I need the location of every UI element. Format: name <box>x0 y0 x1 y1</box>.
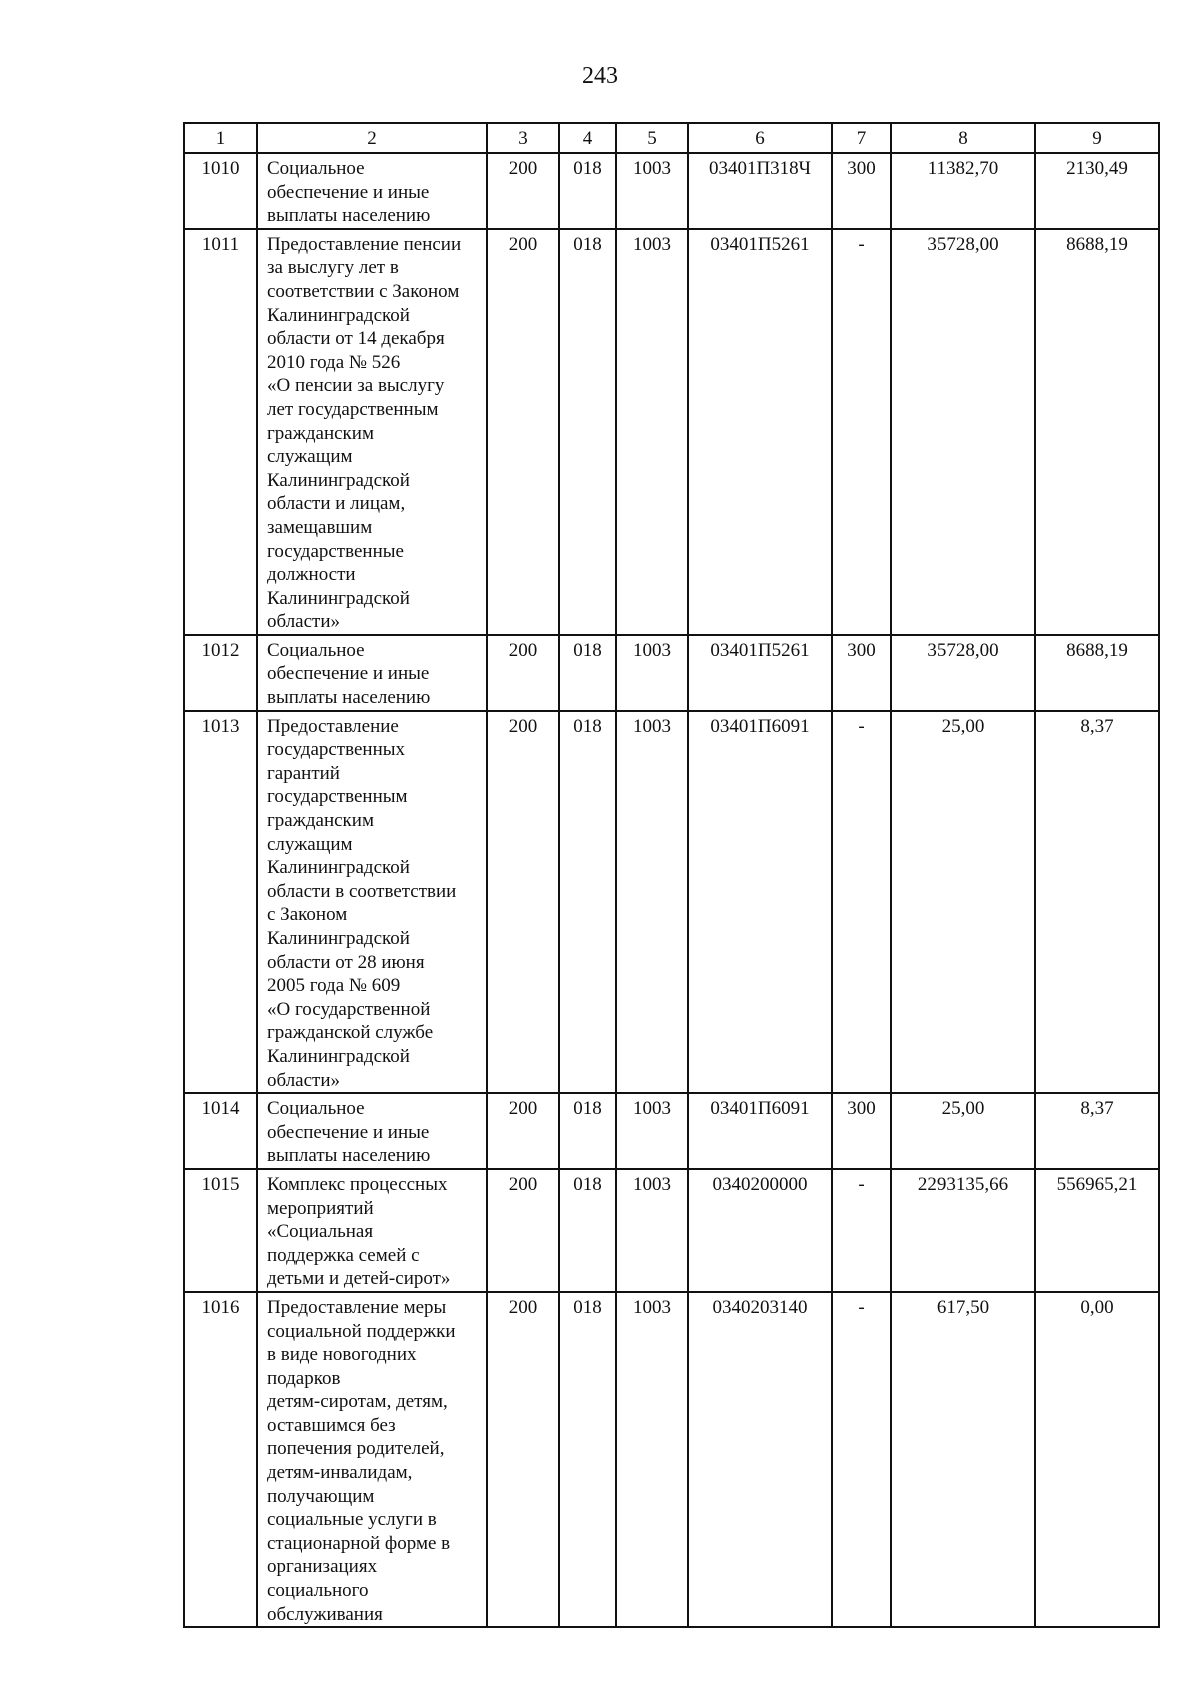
column-3-cell: 200 <box>487 229 559 635</box>
description-line: Предоставление пенсии <box>267 233 462 255</box>
page-number: 243 <box>582 63 618 89</box>
column-header: 3 <box>487 123 559 153</box>
description-line: обеспечение и иные <box>267 663 430 685</box>
description-line: области от 28 июня <box>267 951 425 973</box>
description-line: гражданской службе <box>267 1022 434 1044</box>
row-number-cell: 1013 <box>184 711 257 1094</box>
column-4-cell: 018 <box>559 1292 616 1627</box>
column-3-cell: 200 <box>487 711 559 1094</box>
executed-amount-cell: 8,37 <box>1035 1093 1159 1169</box>
target-article-cell: 0340203140 <box>688 1292 832 1627</box>
row-number-cell: 1012 <box>184 635 257 711</box>
description-line: Калининградской <box>267 1045 410 1067</box>
amount-cell: 25,00 <box>891 711 1035 1094</box>
description-line: организациях <box>267 1556 378 1578</box>
executed-amount-cell: 8688,19 <box>1035 229 1159 635</box>
column-3-cell: 200 <box>487 1093 559 1169</box>
table-row <box>184 1292 1159 1627</box>
description-cell <box>257 711 487 1094</box>
description-line: стационарной форме в <box>267 1532 451 1554</box>
description-line: области» <box>267 611 341 633</box>
column-5-cell: 1003 <box>616 711 688 1094</box>
column-5-cell: 1003 <box>616 1169 688 1292</box>
description-cell <box>257 1169 487 1292</box>
target-article-cell: 03401П6091 <box>688 1093 832 1169</box>
description-cell <box>257 1093 487 1169</box>
executed-amount-cell: 0,00 <box>1035 1292 1159 1627</box>
description-line: области в соответствии <box>267 880 457 902</box>
description-line: служащим <box>267 833 353 855</box>
expense-type-cell: 300 <box>832 635 891 711</box>
amount-cell: 2293135,66 <box>891 1169 1035 1292</box>
column-header: 2 <box>257 123 487 153</box>
description-line: «О пенсии за выслугу <box>267 375 445 397</box>
description-line: 2005 года № 609 <box>267 975 401 997</box>
description-line: Калининградской <box>267 469 410 491</box>
amount-cell: 25,00 <box>891 1093 1035 1169</box>
description-line: государственные <box>267 540 404 562</box>
table-row <box>184 1169 1159 1292</box>
row-number-cell: 1016 <box>184 1292 257 1627</box>
description-line: детям-инвалидам, <box>267 1462 413 1484</box>
amount-cell: 35728,00 <box>891 635 1035 711</box>
description-line: «Социальная <box>267 1221 374 1243</box>
column-5-cell: 1003 <box>616 153 688 229</box>
description-cell <box>257 1292 487 1627</box>
description-cell <box>257 229 487 635</box>
amount-cell: 35728,00 <box>891 229 1035 635</box>
description-line: Калининградской <box>267 928 410 949</box>
target-article-cell: 03401П5261 <box>688 229 832 635</box>
row-number-cell: 1014 <box>184 1093 257 1169</box>
column-5-cell: 1003 <box>616 229 688 635</box>
column-4-cell: 018 <box>559 711 616 1094</box>
description-line: служащим <box>267 446 353 468</box>
executed-amount-cell: 8688,19 <box>1035 635 1159 711</box>
description-cell <box>257 635 487 711</box>
description-line: выплаты населению <box>267 1145 431 1167</box>
table-row <box>184 635 1159 711</box>
description-line: выплаты населению <box>267 205 431 227</box>
description-line: обеспечение и иные <box>267 181 430 203</box>
description-line: гражданским <box>267 810 374 832</box>
target-article-cell: 03401П6091 <box>688 711 832 1094</box>
amount-cell: 617,50 <box>891 1292 1035 1627</box>
amount-cell: 11382,70 <box>891 153 1035 229</box>
executed-amount-cell: 8,37 <box>1035 711 1159 1094</box>
column-header: 4 <box>559 123 616 153</box>
description-line: Калининградской <box>267 857 410 879</box>
column-header: 5 <box>616 123 688 153</box>
row-number-cell: 1015 <box>184 1169 257 1292</box>
column-3-cell: 200 <box>487 635 559 711</box>
description-line: должности <box>267 564 356 586</box>
executed-amount-cell: 2130,49 <box>1035 153 1159 229</box>
column-5-cell: 1003 <box>616 635 688 711</box>
description-line: гражданским <box>267 422 374 444</box>
header-row <box>184 123 1159 153</box>
table-header <box>184 123 1159 153</box>
description-line: государственных <box>267 739 406 761</box>
target-article-cell: 0340200000 <box>688 1169 832 1292</box>
description-line: Калининградской <box>267 587 410 609</box>
table-row <box>184 153 1159 229</box>
table-body <box>184 153 1159 1627</box>
row-number-cell: 1010 <box>184 153 257 229</box>
column-4-cell: 018 <box>559 153 616 229</box>
column-4-cell: 018 <box>559 1169 616 1292</box>
description-line: Предоставление меры <box>267 1296 447 1318</box>
table-row <box>184 1093 1159 1169</box>
description-line: обслуживания <box>267 1603 383 1625</box>
description-cell <box>257 153 487 229</box>
description-line: Социальное <box>267 639 365 661</box>
description-line: оставшимся без <box>267 1414 396 1436</box>
description-line: Калининградской <box>267 304 410 326</box>
expense-type-cell: - <box>832 1292 891 1627</box>
column-5-cell: 1003 <box>616 1093 688 1169</box>
description-line: области» <box>267 1069 341 1091</box>
description-line: с Законом <box>267 904 348 926</box>
column-3-cell: 200 <box>487 1169 559 1292</box>
target-article-cell: 03401П5261 <box>688 635 832 711</box>
description-line: государственным <box>267 786 408 808</box>
description-line: Комплекс процессных <box>267 1173 448 1195</box>
expense-type-cell: - <box>832 229 891 635</box>
description-line: детям-сиротам, детям, <box>267 1391 448 1413</box>
column-header: 7 <box>832 123 891 153</box>
description-line: подарков <box>267 1367 341 1389</box>
description-line: «О государственной <box>267 998 431 1020</box>
description-line: попечения родителей, <box>267 1438 445 1460</box>
target-article-cell: 03401П318Ч <box>688 153 832 229</box>
description-line: детьми и детей-сирот» <box>267 1268 451 1290</box>
executed-amount-cell: 556965,21 <box>1035 1169 1159 1292</box>
expense-type-cell: 300 <box>832 153 891 229</box>
description-line: мероприятий <box>267 1197 374 1219</box>
column-header: 9 <box>1035 123 1159 153</box>
expense-type-cell: 300 <box>832 1093 891 1169</box>
expense-type-cell: - <box>832 711 891 1094</box>
description-line: области и лицам, <box>267 493 406 515</box>
description-line: получающим <box>267 1485 375 1507</box>
description-line: Социальное <box>267 1098 365 1120</box>
description-line: в виде новогодних <box>267 1344 417 1366</box>
description-line: гарантий <box>267 762 340 784</box>
column-4-cell: 018 <box>559 229 616 635</box>
description-line: выплаты населению <box>267 687 431 709</box>
column-4-cell: 018 <box>559 635 616 711</box>
description-line: Предоставление <box>267 715 399 737</box>
table-row <box>184 229 1159 635</box>
column-3-cell: 200 <box>487 153 559 229</box>
description-line: социального <box>267 1580 369 1602</box>
description-line: замещавшим <box>267 516 373 538</box>
description-line: обеспечение и иные <box>267 1121 430 1143</box>
description-line: Социальное <box>267 158 365 179</box>
description-line: области от 14 декабря <box>267 328 445 350</box>
description-line: лет государственным <box>267 398 439 420</box>
column-header: 6 <box>688 123 832 153</box>
expense-type-cell: - <box>832 1169 891 1292</box>
description-line: 2010 года № 526 <box>267 351 401 373</box>
description-line: поддержка семей с <box>267 1244 420 1266</box>
description-line: социальной поддержки <box>267 1320 456 1342</box>
description-line: социальные услуги в <box>267 1509 437 1531</box>
column-5-cell: 1003 <box>616 1292 688 1627</box>
column-3-cell: 200 <box>487 1292 559 1627</box>
budget-table <box>183 122 1160 1628</box>
description-line: соответствии с Законом <box>267 280 460 302</box>
column-4-cell: 018 <box>559 1093 616 1169</box>
column-header: 8 <box>891 123 1035 153</box>
table-row <box>184 711 1159 1094</box>
description-line: за выслугу лет в <box>267 257 399 279</box>
row-number-cell: 1011 <box>184 229 257 635</box>
column-header: 1 <box>184 123 257 153</box>
